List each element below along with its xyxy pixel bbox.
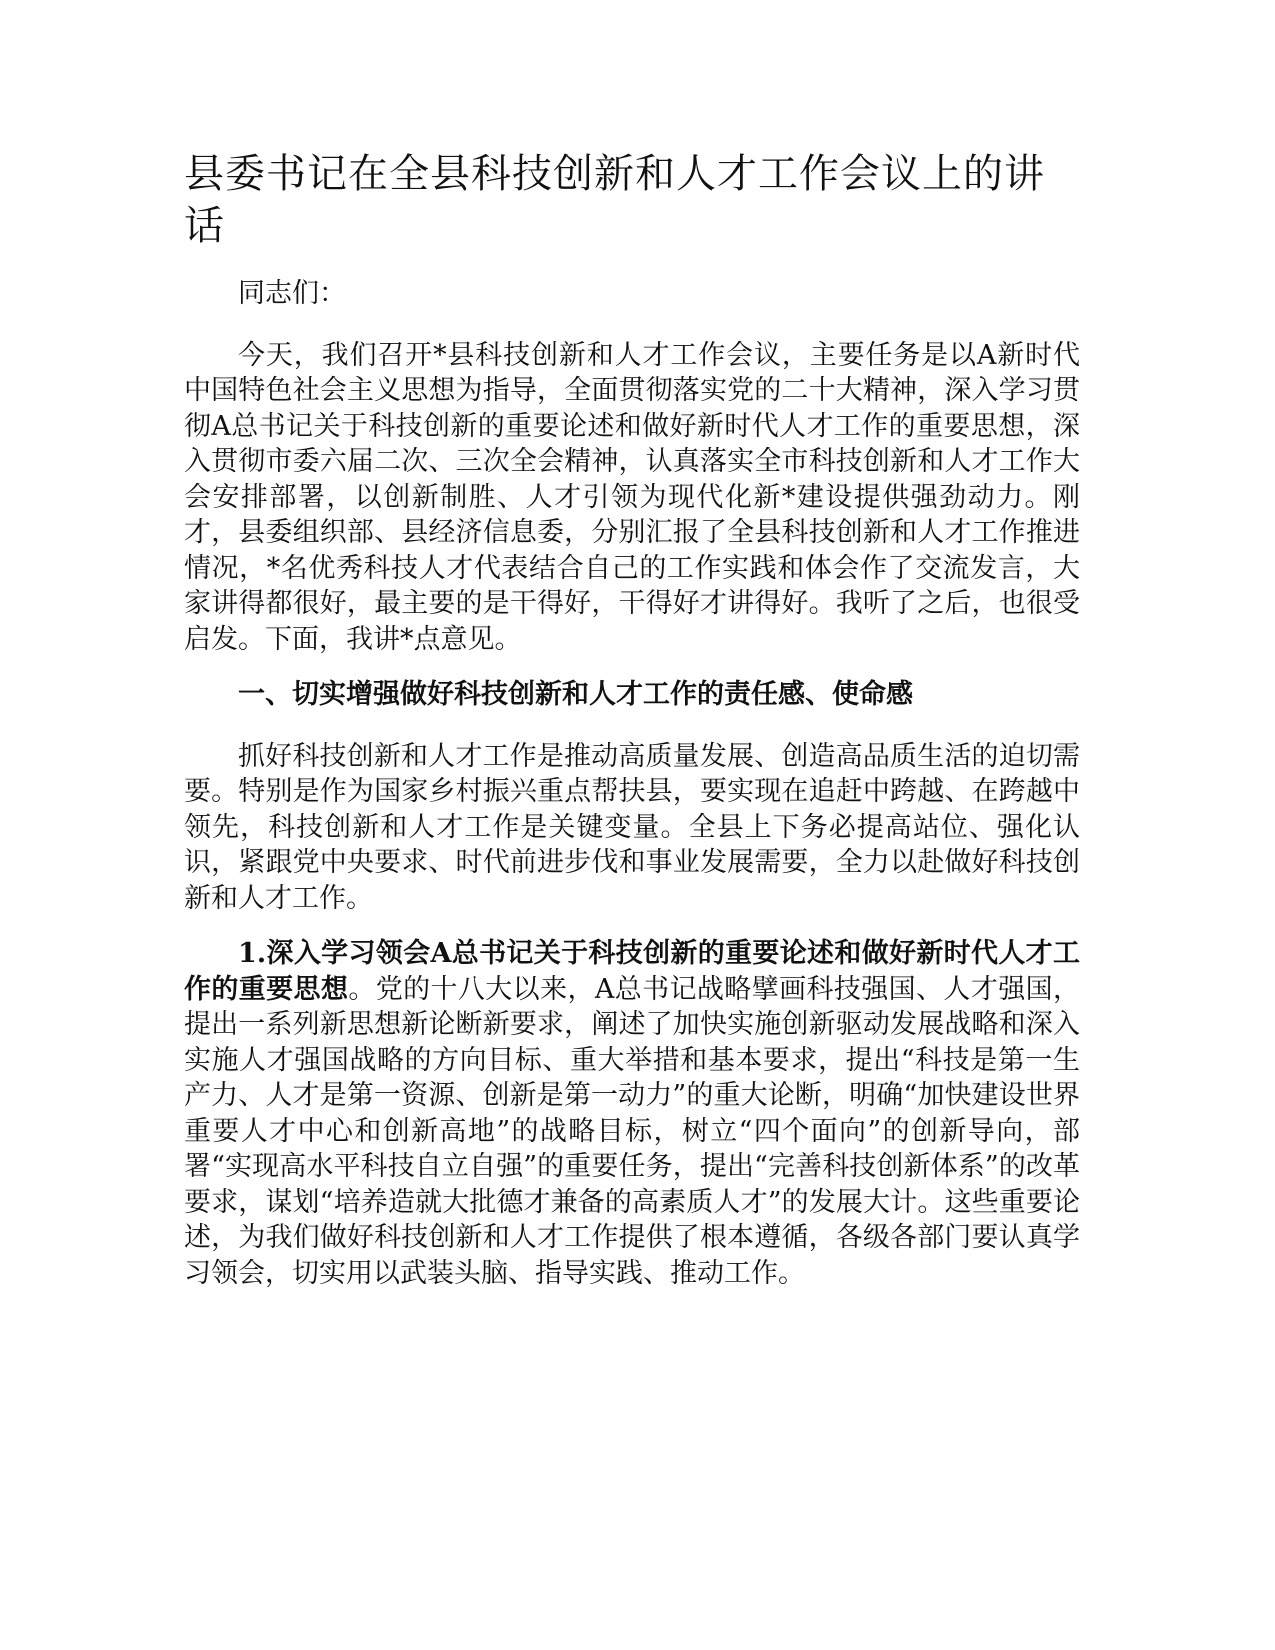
section-1-paragraph: 抓好科技创新和人才工作是推动高质量发展、创造高品质生活的迫切需要。特别是作为国家乡村振兴重点帮扶县，要实现在追赶中跨越、在跨越中领先，科技创新和人才工作是关键变量。全县上下务必提高站位、强化认识，紧跟党中央要求、时代前进步伐和事业发展需要，全力以赴做好科技创新和人才工作。 — [184, 740, 1080, 914]
document-title: 县委书记在全县科技创新和人才工作会议上的讲话 — [184, 151, 1045, 249]
document-page — [184, 148, 1080, 1311]
salutation: 同志们： — [238, 278, 346, 309]
point-1-paragraph — [184, 936, 1080, 1291]
point-1-lead: 1.深入学习领会A总书记关于科技创新的重要论述和做好新时代人才工作的重要思想 — [184, 938, 1080, 1005]
section-1-heading: 一、切实增强做好科技创新和人才工作的责任感、使命感 — [238, 679, 913, 710]
intro-paragraph: 今天，我们召开*县科技创新和人才工作会议，主要任务是以A新时代中国特色社会主义思想为指导，全面贯彻落实党的二十大精神，深入学习贯彻A总书记关于科技创新的重要论述和做好新时代人才工作的重要思想，深入贯彻市委六届二次、三次全会精神，认真落实全市科技创新和人才工作大会安排部署，以创新制胜、人才引领为现代化新*建设提供强劲动力。刚才，县委组织部、县经济信息委，分别汇报了全县科技创新和人才工作推进情况，*名优秀科技人才代表结合自己的工作实践和体会作了交流发言，大家讲得都很好，最主要的是干得好，干得好才讲得好。我听了之后，也很受启发。下面，我讲*点意见。 — [184, 339, 1080, 655]
point-1-body: 。党的十八大以来，A总书记战略擘画科技强国、人才强国，提出一系列新思想新论断新要求，阐述了加快实施创新驱动发展战略和深入实施人才强国战略的方向目标、重大举措和基本要求，提出“科技是第一生产力、人才是第一资源、创新是第一动力”的重大论断，明确“加快建设世界重要人才中心和创新高地”的战略目标，树立“四个面向”的创新导向，部署“实现高水平科技自立自强”的重要任务，提出“完善科技创新体系”的改革要求，谋划“培养造就大批德才兼备的高素质人才”的发展大计。这些重要论述，为我们做好科技创新和人才工作提供了根本遵循，各级各部门要认真学习领会，切实用以武装头脑、指导实践、推动工作。 — [184, 973, 1080, 1289]
